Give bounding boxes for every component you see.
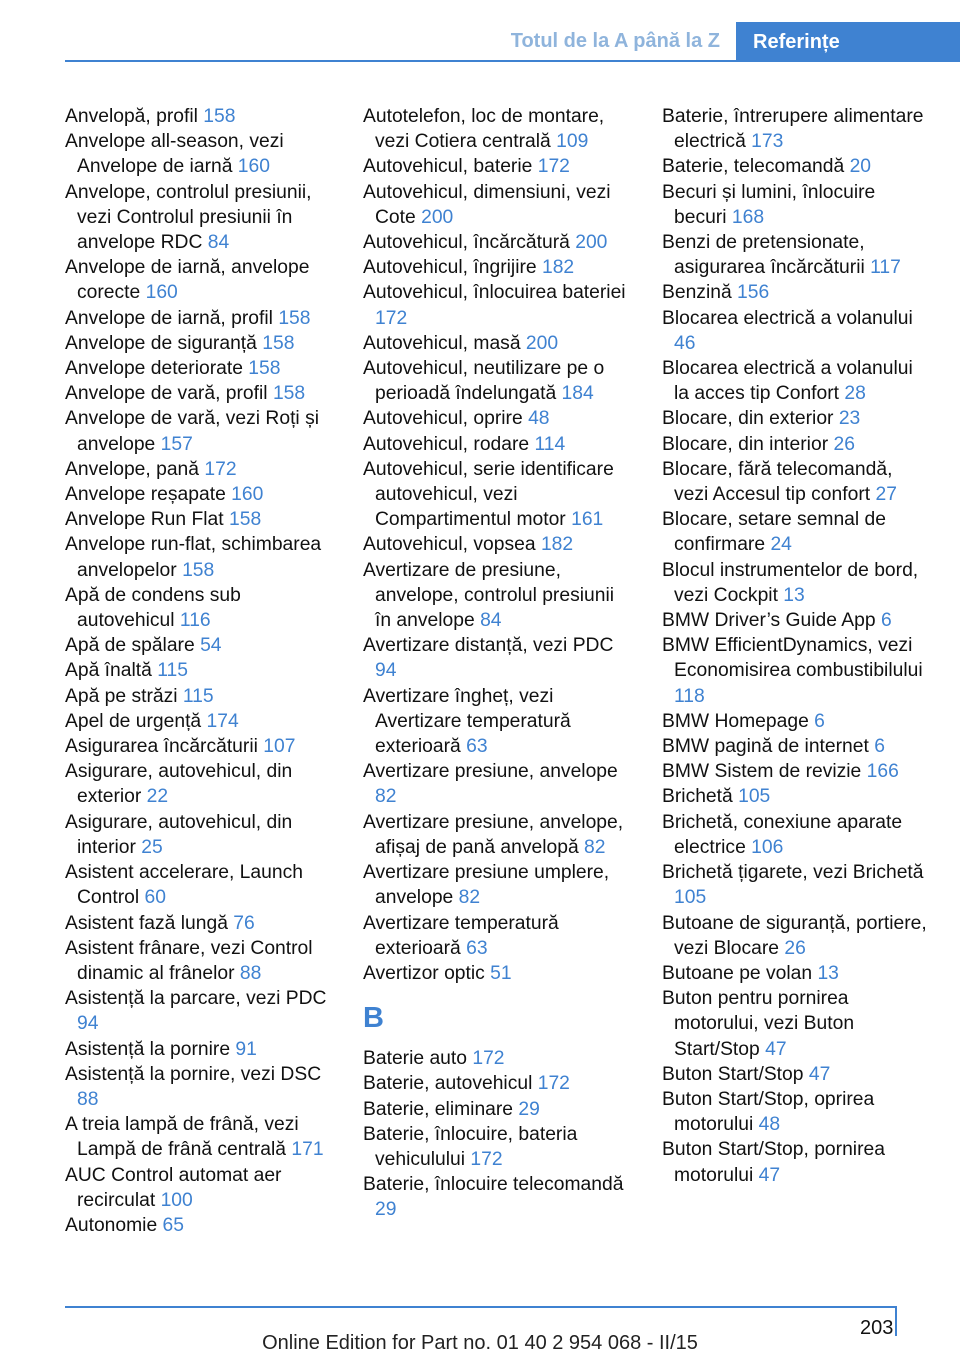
page-link[interactable]: 63: [466, 736, 488, 758]
entry-text: BMW Driver’s Guide App: [662, 610, 881, 632]
page-link[interactable]: 184: [561, 383, 594, 405]
index-entry: [363, 633, 635, 683]
entry-text: Buton pentru pornirea motorului, vezi Buton Start/Stop: [662, 988, 855, 1060]
entry-text: Baterie, înlocuire telecomandă: [363, 1174, 624, 1196]
page-link[interactable]: 158: [203, 106, 236, 127]
index-entry: [65, 507, 340, 532]
index-entry: [662, 154, 930, 179]
index-entry: [662, 1137, 930, 1187]
index-entry: [662, 104, 930, 154]
page-link[interactable]: 172: [472, 1048, 505, 1070]
index-entry: [662, 280, 930, 305]
page-link[interactable]: 84: [207, 232, 230, 254]
page-link[interactable]: 200: [525, 332, 559, 354]
page-link[interactable]: 47: [765, 1038, 787, 1060]
page-link[interactable]: 65: [162, 1214, 184, 1236]
page-link[interactable]: 100: [160, 1189, 193, 1211]
entry-text: Baterie, telecomandă: [662, 156, 850, 178]
entry-text: Apă pe străzi: [65, 685, 183, 707]
entry-text: Autovehicul, înlocuirea bateriei: [363, 282, 626, 304]
entry-text: Brichetă, conexiune aparate electrice: [662, 811, 903, 858]
entry-text: BMW Sistem de revizie: [662, 761, 867, 783]
entry-text: Blocul instrumentelor de bord, vezi Cockpit: [662, 559, 919, 606]
index-entry: [662, 457, 930, 507]
page-link[interactable]: 158: [272, 383, 306, 405]
index-entry: [363, 230, 635, 255]
index-entry: [65, 1213, 340, 1238]
page-link[interactable]: 29: [375, 1199, 397, 1221]
page-link[interactable]: 172: [204, 458, 237, 480]
page-link[interactable]: 105: [738, 786, 771, 808]
entry-text: Autovehicul, dimensiuni, vezi Cote: [363, 181, 611, 228]
page-link[interactable]: 22: [146, 786, 169, 808]
entry-text: Avertizare presiune, anvelope, afișaj de pană anvelopă: [363, 811, 624, 858]
page-link[interactable]: 94: [77, 1013, 99, 1035]
entry-text: Asistent accelerare, Launch Control: [65, 862, 303, 909]
page-link[interactable]: 106: [751, 836, 784, 858]
page-link[interactable]: 54: [200, 635, 222, 657]
index-entry: [65, 457, 340, 482]
entry-text: Anvelope de iarnă, anvelope corecte: [65, 257, 310, 304]
page-link[interactable]: 109: [556, 131, 589, 153]
index-entry: [363, 759, 635, 809]
index-entry: [65, 381, 340, 406]
entry-text: Apă înaltă: [65, 660, 158, 682]
index-entry: [65, 1163, 340, 1213]
index-entry: [65, 759, 340, 809]
entry-text: BMW pagină de internet: [662, 736, 875, 758]
index-entry: [65, 658, 340, 683]
entry-text: Baterie, întrerupere alimentare electrică: [662, 106, 924, 153]
page-link[interactable]: 172: [537, 156, 570, 178]
page-number: 203: [860, 1317, 894, 1339]
page-link[interactable]: 94: [375, 660, 397, 682]
entry-text: Blocarea electrică a volanului: [662, 307, 913, 329]
index-entry: [363, 154, 635, 179]
index-entry: [65, 129, 340, 179]
page-link[interactable]: 82: [375, 786, 397, 808]
index-entry: [363, 558, 635, 634]
index-entry: [662, 734, 930, 759]
entry-text: Butoane pe volan: [662, 962, 818, 984]
index-entry: [363, 911, 635, 961]
entry-text: Asistență la parcare, vezi PDC: [65, 988, 327, 1010]
page-link[interactable]: 115: [157, 660, 188, 682]
page-link[interactable]: 158: [182, 559, 215, 581]
entry-text: Avertizare presiune umplere, anvelope: [363, 862, 610, 909]
page-link[interactable]: 200: [421, 206, 454, 228]
index-entry: [65, 1037, 340, 1062]
entry-text: Avertizor optic: [363, 962, 491, 984]
index-entry: [363, 432, 635, 457]
page-link[interactable]: 158: [278, 307, 311, 329]
index-entry: [662, 406, 930, 431]
page-link[interactable]: 91: [235, 1038, 257, 1060]
index-entry: [662, 507, 930, 557]
footer-text: Online Edition for Part no. 01 40 2 954 068 - II/15: [262, 1332, 698, 1354]
index-column-1: [65, 104, 340, 1238]
index-entry: [363, 331, 635, 356]
page-link[interactable]: 6: [814, 710, 825, 732]
entry-text: Anvelope, controlul presiunii, vezi Controlul presiunii în anvelope RDC: [65, 181, 312, 254]
page-link[interactable]: 116: [179, 610, 211, 632]
index-entry: [65, 684, 340, 709]
entry-text: Blocare, din interior: [662, 433, 834, 455]
index-entry: [363, 1172, 635, 1222]
index-entry: [65, 986, 340, 1036]
page-link[interactable]: 117: [870, 257, 901, 279]
page-link[interactable]: 26: [784, 937, 806, 959]
entry-text: Anvelope run-flat, schimbarea anvelopelor: [65, 534, 322, 581]
entry-text: BMW EfficientDynamics, vezi Economisirea combustibilului: [662, 635, 923, 682]
index-entry: [662, 432, 930, 457]
page-link[interactable]: 160: [237, 156, 270, 178]
page-link[interactable]: 13: [817, 962, 839, 984]
index-entry: [662, 860, 930, 910]
index-entry: [65, 734, 340, 759]
entry-text: Blocare, din exterior: [662, 408, 839, 430]
page-link[interactable]: 82: [584, 836, 606, 858]
entry-text: Baterie, autovehicul: [363, 1073, 538, 1095]
page-link[interactable]: 182: [541, 257, 575, 279]
index-entry: [65, 860, 340, 910]
entry-text: Buton Start/Stop: [662, 1063, 809, 1085]
index-entry: [65, 255, 340, 305]
entry-text: Asigurare, autovehicul, din exterior: [65, 761, 293, 808]
page-link[interactable]: 63: [466, 937, 488, 959]
page-link[interactable]: 29: [518, 1098, 540, 1120]
index-entry: [363, 860, 635, 910]
index-entry: [662, 633, 930, 709]
page-link[interactable]: 115: [182, 685, 214, 707]
page-link[interactable]: 25: [141, 836, 163, 858]
index-entry: [662, 759, 930, 784]
entry-text: Asistență la pornire, vezi DSC: [65, 1063, 322, 1085]
page-link[interactable]: 46: [674, 332, 696, 354]
entry-text: Anvelope de vară, vezi Roți și anvelope: [65, 408, 319, 455]
index-entry: [65, 1062, 340, 1112]
index-entry: [65, 810, 340, 860]
entry-text: Asistență la pornire: [65, 1038, 236, 1060]
entry-text: Anvelope Run Flat: [65, 509, 229, 531]
page-link[interactable]: 160: [145, 282, 178, 304]
page-link[interactable]: 27: [875, 484, 897, 506]
page-link[interactable]: 76: [233, 912, 255, 934]
page-link[interactable]: 168: [731, 206, 765, 228]
page-link[interactable]: 182: [540, 534, 574, 556]
entry-text: Anvelope reșapate: [65, 484, 232, 506]
entry-text: Avertizare temperatură exterioară: [363, 912, 559, 959]
index-entry: [65, 356, 340, 381]
page-link[interactable]: 160: [231, 484, 264, 506]
page-link[interactable]: 107: [263, 736, 296, 758]
index-entry: [65, 709, 340, 734]
entry-text: Apel de urgență: [65, 710, 207, 732]
index-entry: [363, 1046, 635, 1071]
index-entry: [662, 1062, 930, 1087]
entry-text: A treia lampă de frână, vezi Lampă de frână centrală: [65, 1114, 299, 1161]
entry-text: Butoane de siguranță, portiere, vezi Blocare: [662, 912, 927, 959]
entry-text: Buton Start/Stop, pornirea motorului: [662, 1139, 885, 1186]
entry-text: BMW Homepage: [662, 710, 815, 732]
index-entry: [363, 280, 635, 330]
entry-text: Autovehicul, neutilizare pe o perioadă îndelungată: [363, 358, 605, 405]
entry-text: Baterie auto: [363, 1048, 473, 1070]
footer-rule: [65, 1306, 895, 1308]
page-link[interactable]: 20: [849, 156, 872, 178]
index-entry: [65, 583, 340, 633]
page-link[interactable]: 157: [160, 433, 193, 455]
header-rule: [65, 60, 736, 62]
page-link[interactable]: 158: [229, 509, 262, 531]
index-entry: [65, 331, 340, 356]
entry-text: Anvelope de iarnă, profil: [65, 307, 279, 329]
index-entry: [65, 104, 340, 129]
page-link[interactable]: 172: [375, 307, 408, 329]
index-entry: [65, 180, 340, 256]
index-entry: [662, 306, 930, 356]
index-entry: [65, 406, 340, 456]
entry-text: Asigurare, autovehicul, din interior: [65, 811, 293, 858]
page-link[interactable]: 105: [674, 887, 707, 909]
page-link[interactable]: 88: [77, 1088, 99, 1110]
entry-text: Becuri și lumini, înlocuire becuri: [662, 181, 876, 228]
page-link[interactable]: 158: [262, 332, 295, 354]
index-column-2: [363, 104, 635, 1223]
page-link[interactable]: 47: [758, 1164, 781, 1186]
page-link[interactable]: 172: [537, 1073, 570, 1095]
index-entry: [65, 911, 340, 936]
index-entry: [662, 558, 930, 608]
entry-text: Avertizare de presiune, anvelope, controlul presiunii în anvelope: [363, 559, 615, 632]
index-entry: [65, 306, 340, 331]
index-entry: [363, 406, 635, 431]
index-entry: [65, 532, 340, 582]
page-link[interactable]: 171: [291, 1139, 324, 1161]
entry-text: Benzi de pretensionate, asigurarea încărcăturii: [662, 232, 871, 279]
page-link[interactable]: 173: [751, 131, 784, 153]
page-link[interactable]: 24: [770, 534, 792, 556]
page-link[interactable]: 172: [470, 1148, 503, 1170]
entry-text: Autovehicul, oprire: [363, 408, 529, 430]
index-entry: [662, 180, 930, 230]
entry-text: Autovehicul, rodare: [363, 433, 535, 455]
page-link[interactable]: 166: [866, 761, 899, 783]
index-entry: [363, 255, 635, 280]
page-link[interactable]: 158: [248, 358, 281, 380]
entry-text: Anvelope de siguranță: [65, 332, 263, 354]
entry-text: Baterie, înlocuire, bateria vehiculului: [363, 1123, 578, 1170]
page-link[interactable]: 13: [783, 584, 805, 606]
page-link[interactable]: 26: [833, 433, 855, 455]
entry-text: Asigurarea încărcăturii: [65, 736, 264, 758]
entry-text: Asistent fază lungă: [65, 912, 234, 934]
page-link[interactable]: 48: [758, 1114, 781, 1136]
index-entry: [65, 1112, 340, 1162]
entry-text: Avertizare distanță, vezi PDC: [363, 635, 614, 657]
entry-text: Anvelopă, profil: [65, 106, 204, 127]
entry-text: Apă de spălare: [65, 635, 201, 657]
entry-text: Anvelope all-season, vezi Anvelope de iarnă: [65, 131, 284, 178]
index-entry: [363, 1122, 635, 1172]
entry-text: Avertizare îngheț, vezi Avertizare temperatură exterioară: [363, 685, 571, 758]
index-entry: [363, 1097, 635, 1122]
page-link[interactable]: 114: [534, 433, 566, 455]
page-link[interactable]: 174: [206, 710, 239, 732]
index-entry: [662, 230, 930, 280]
index-entry: [662, 356, 930, 406]
index-entry: [662, 709, 930, 734]
index-entry: [363, 684, 635, 760]
index-entry: [363, 1071, 635, 1096]
index-list-a: [363, 104, 635, 986]
entry-text: Autovehicul, baterie: [363, 156, 538, 178]
index-entry: [662, 961, 930, 986]
entry-text: Blocare, fără telecomandă, vezi Accesul tip confort: [662, 458, 893, 506]
index-entry: [363, 810, 635, 860]
index-entry: [363, 532, 635, 557]
entry-text: Autovehicul, serie identificare autovehicul, vezi Compartimentul motor: [363, 458, 614, 531]
entry-text: Baterie, eliminare: [363, 1098, 519, 1120]
index-entry: [363, 356, 635, 406]
entry-text: Asistent frânare, vezi Control dinamic al frânelor: [65, 937, 313, 984]
entry-text: Brichetă: [662, 786, 739, 808]
index-entry: [363, 104, 635, 154]
index-entry: [363, 961, 635, 986]
entry-text: Anvelope, pană: [65, 458, 205, 480]
entry-text: Autonomie: [65, 1214, 163, 1236]
entry-text: Autotelefon, loc de montare, vezi Cotiera centrală: [363, 106, 605, 153]
section-letter-b: B: [363, 1002, 384, 1035]
index-entry: [662, 784, 930, 809]
index-entry: [662, 810, 930, 860]
header-tab: Referințe: [736, 22, 960, 62]
page-link[interactable]: 82: [458, 887, 481, 909]
entry-text: Autovehicul, vopsea: [363, 534, 541, 556]
index-column-3: [662, 104, 930, 1188]
index-entry: [662, 1087, 930, 1137]
entry-text: Anvelope deteriorate: [65, 358, 249, 380]
entry-text: Avertizare presiune, anvelope: [363, 761, 618, 783]
page-link[interactable]: 161: [571, 509, 604, 531]
page-link[interactable]: 156: [737, 282, 770, 304]
entry-text: Anvelope de vară, profil: [65, 383, 273, 405]
header-title: Totul de la A până la Z: [510, 30, 720, 52]
index-entry: [363, 457, 635, 533]
entry-text: Blocare, setare semnal de confirmare: [662, 509, 886, 556]
page-link[interactable]: 6: [880, 610, 892, 632]
entry-text: Apă de condens sub autovehicul: [65, 584, 241, 632]
page-link[interactable]: 118: [674, 685, 705, 707]
page-link[interactable]: 47: [808, 1063, 831, 1085]
entry-text: Brichetă țigarete, vezi Brichetă: [662, 862, 924, 884]
entry-text: Autovehicul, masă: [363, 332, 526, 354]
page-link[interactable]: 48: [528, 408, 550, 430]
entry-text: Benzină: [662, 282, 738, 304]
entry-text: Autovehicul, îngrijire: [363, 257, 542, 279]
entry-text: Autovehicul, încărcătură: [363, 232, 576, 254]
entry-text: Buton Start/Stop, oprirea motorului: [662, 1088, 875, 1136]
index-entry: [65, 482, 340, 507]
page-link[interactable]: 6: [874, 736, 885, 758]
page-link[interactable]: 84: [480, 610, 502, 632]
page-link[interactable]: 51: [490, 962, 512, 984]
index-list-b: [363, 1046, 635, 1222]
index-entry: [65, 936, 340, 986]
entry-text: Blocarea electrică a volanului la acces tip Confort: [662, 358, 913, 405]
page-link[interactable]: 60: [144, 887, 166, 909]
index-entry: [65, 633, 340, 658]
index-entry: [662, 911, 930, 961]
entry-text: AUC Control automat aer recirculat: [65, 1164, 282, 1211]
index-entry: [662, 608, 930, 633]
page-link[interactable]: 23: [838, 408, 861, 430]
index-entry: [662, 986, 930, 1062]
index-entry: [363, 180, 635, 230]
page-link[interactable]: 28: [844, 383, 866, 405]
page-link[interactable]: 200: [575, 232, 608, 254]
page-header: [0, 0, 960, 62]
page-link[interactable]: 88: [239, 962, 262, 984]
